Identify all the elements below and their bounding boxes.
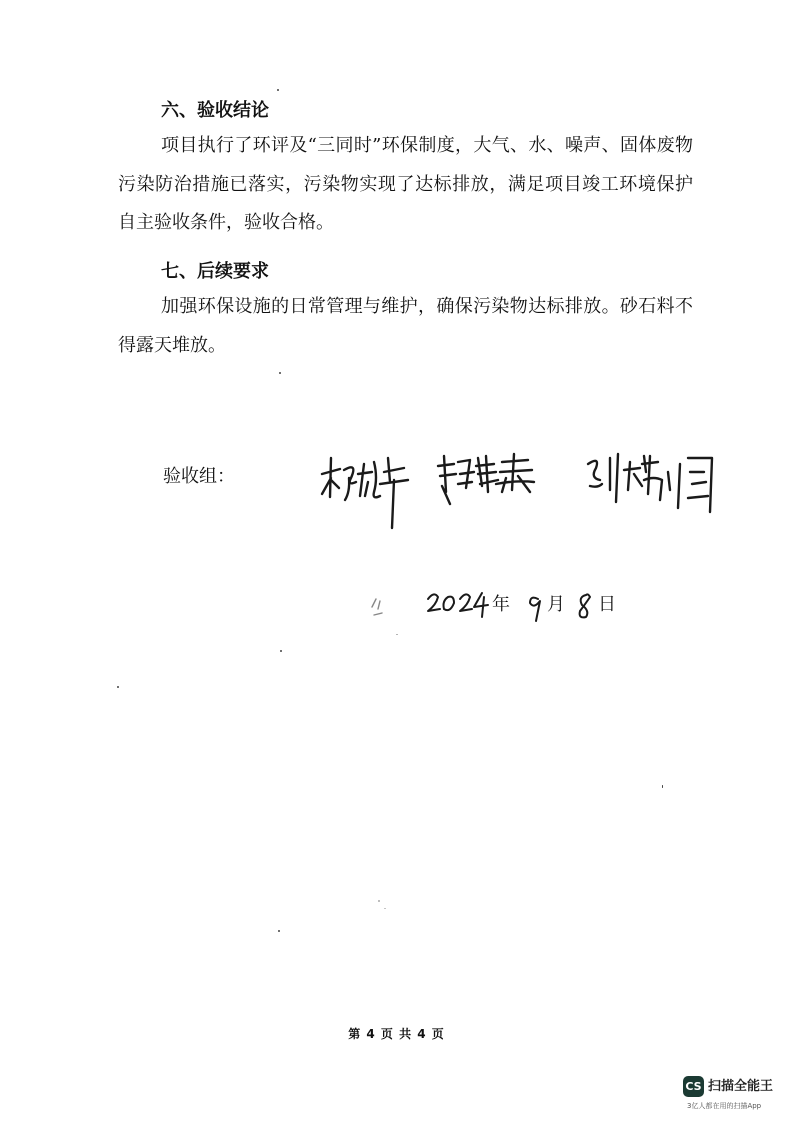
scan-speck [278,930,280,932]
scan-speck [662,785,663,788]
signature-date [370,585,630,625]
date-day-unit: 日 [598,594,616,615]
date-year-unit: 年 [492,594,510,615]
signature-label: 验收组： [163,466,235,487]
scan-speck [384,908,386,909]
date-month-unit: 月 [547,594,565,615]
scan-speck [117,686,119,688]
page-footer: 第 4 页 共 4 页 [348,1027,445,1041]
watermark-title: 扫描全能王 [708,1079,774,1094]
section7-heading: 七、后续要求 [161,261,269,282]
section7-body: 加强环保设施的日常管理与维护，确保污染物达标排放。砂石料不得露天堆放。 [118,296,693,356]
scan-speck [277,89,279,91]
scan-speck [279,372,281,374]
signature-2 [436,452,536,512]
scan-speck [280,650,282,652]
section6-body: 项目执行了环评及“三同时”环保制度，大气、水、噪声、固体废物污染防治措施已落实，污染物实现了达标排放，满足项目竣工环境保护自主验收条件，验收合格。 [118,135,693,233]
camscanner-logo-icon: CS [683,1076,704,1097]
section6-heading: 六、验收结论 [161,100,269,121]
scan-speck [378,900,380,902]
scan-speck [396,634,398,635]
signature-3 [584,450,714,520]
watermark-subtitle: 3亿人都在用的扫描App [687,1102,762,1110]
signature-1 [318,452,413,532]
